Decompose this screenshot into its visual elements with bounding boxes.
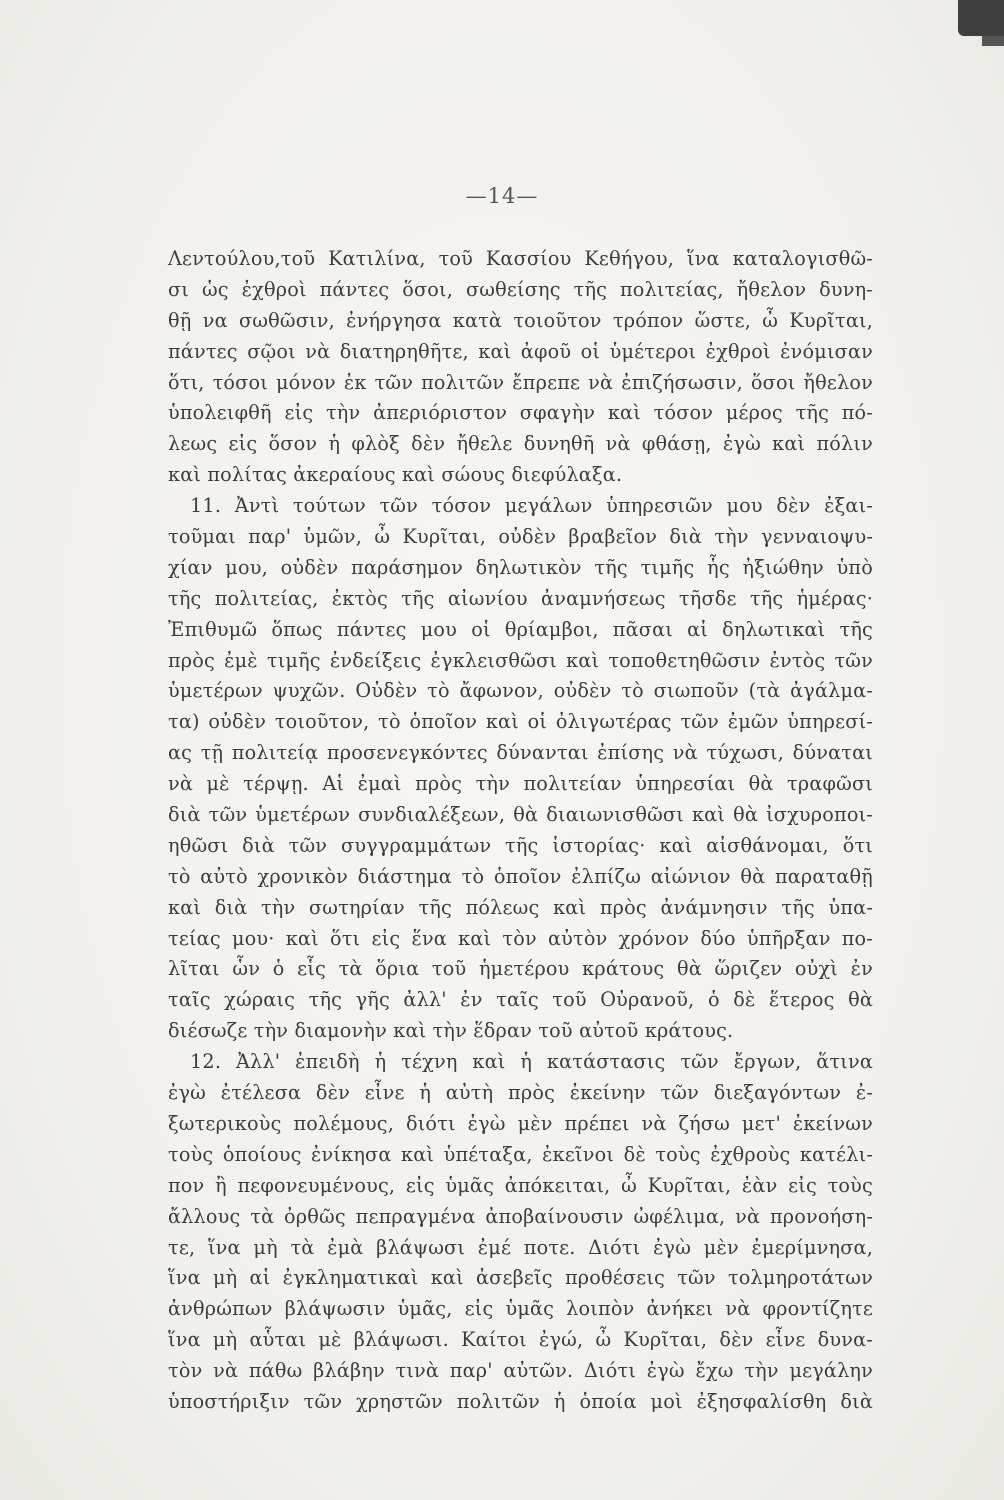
text-line: ας τῇ πολιτείᾳ προσενεγκόντες δύνανται ἐπίσης νὰ τύχωσι, δύναται [168, 741, 873, 765]
text-line: ταῖς χώραις τῆς γῆς ἀλλ' ἐν ταῖς τοῦ Οὐρανοῦ, ὁ δὲ ἕτερος θὰ [168, 988, 873, 1012]
text-line: νὰ μὲ τέρψῃ. Αἱ ἐμαὶ πρὸς τὴν πολιτείαν ὑπηρεσίαι θὰ τραφῶσι [168, 772, 873, 796]
page-number: —14— [465, 184, 539, 208]
text-line: χίαν μου, οὐδὲν παράσημον δηλωτικὸν τῆς τιμῆς ἧς ἠξιώθην ὑπὸ [168, 555, 873, 579]
text-line: ἵνα μὴ αἱ ἐγκληματικαὶ καὶ ἀσεβεῖς προθέσεις τῶν τολμηροτάτων [168, 1266, 873, 1290]
text-line: καὶ πολίτας ἀκεραίους καὶ σώους διεφύλαξα. [168, 463, 623, 487]
text-line: πάντες σῷοι νὰ διατηρηθῆτε, καὶ ἀφοῦ οἱ ὑμέτεροι ἐχθροὶ ἐνόμισαν [168, 339, 873, 363]
text-line: ἄλλους τὰ ὀρθῶς πεπραγμένα ἀποβαίνουσιν ὠφέλιμα, νὰ προνοήση- [168, 1204, 873, 1228]
text-line: σι ὡς ἐχθροὶ πάντες ὅσοι, σωθείσης τῆς πολιτείας, ἤθελον δυνη- [168, 277, 873, 301]
text-line: ὑμετέρων ψυχῶν. Οὐδὲν τὸ ἄφωνον, οὐδὲν τὸ σιωποῦν (τὰ ἀγάλμα- [168, 679, 873, 703]
text-line: Ἐπιθυμῶ ὅπως πάντες μου οἱ θρίαμβοι, πᾶσαι αἱ δηλωτικαὶ τῆς [168, 617, 873, 641]
text-line: θῇ να σωθῶσιν, ἐνήργησα κατὰ τοιοῦτον τρόπον ὥστε, ὦ Κυρῖται, [168, 308, 873, 332]
text-line: ὅτι, τόσοι μόνον ἐκ τῶν πολιτῶν ἔπρεπε νὰ ἐπιζήσωσιν, ὅσοι ἤθελον [168, 370, 873, 394]
text-line: τὸ αὐτὸ χρονικὸν διάστημα τὸ ὁποῖον ἐλπίζω αἰώνιον θὰ παραταθῇ [168, 864, 873, 888]
text-line: 11. Ἀντὶ τούτων τῶν τόσον μεγάλων ὑπηρεσιῶν μου δὲν ἐξαι- [190, 494, 873, 518]
text-line: τε, ἵνα μὴ τὰ ἐμὰ βλάψωσι ἐμέ ποτε. Διότι ἐγὼ μὲν ἐμερίμνησα, [168, 1235, 873, 1259]
text-line: διὰ τῶν ὑμετέρων συνδιαλέξεων, θὰ διαιωνισθῶσι καὶ θὰ ἰσχυροποι- [168, 803, 873, 827]
text-line: τα) οὐδὲν τοιοῦτον, τὸ ὁποῖον καὶ οἱ ὀλιγωτέρας τῶν ἐμῶν ὑπηρεσί- [168, 710, 873, 734]
text-line: λῖται ὧν ὁ εἷς τὰ ὅρια τοῦ ἡμετέρου κράτους θὰ ὥριζεν οὐχὶ ἐν [168, 957, 873, 981]
text-line: καὶ διὰ τὴν σωτηρίαν τῆς πόλεως καὶ πρὸς ἀνάμνησιν τῆς ὑπα- [168, 895, 873, 919]
text-line: ὑποστήριξιν τῶν χρηστῶν πολιτῶν ἡ ὁποία μοὶ ἐξησφαλίσθη διὰ [168, 1389, 873, 1413]
text-line: τείας μου· καὶ ὅτι εἰς ἕνα καὶ τὸν αὐτὸν χρόνον δύο ὑπῆρξαν πο- [168, 926, 873, 950]
text-line: Λεντούλου,τοῦ Κατιλίνα, τοῦ Κασσίου Κεθήγου, ἵνα καταλογισθῶ- [168, 247, 873, 270]
text-line: πον ἢ πεφονευμένους, εἰς ὑμᾶς ἀπόκειται, ὦ Κυρῖται, ἐὰν εἰς τοὺς [168, 1173, 873, 1197]
text-line: ὑπολειφθῆ εἰς τὴν ἀπεριόριστον σφαγὴν καὶ τόσον μέρος τῆς πό- [168, 401, 873, 425]
scan-corner-mark [958, 0, 1004, 36]
text-line: ἐγὼ ἐτέλεσα δὲν εἶνε ἡ αὐτὴ πρὸς ἐκείνην τῶν διεξαγόντων ἐ- [168, 1081, 873, 1105]
text-line: 12. Ἀλλ' ἐπειδὴ ἡ τέχνη καὶ ἡ κατάστασις τῶν ἔργων, ἅτινα [190, 1050, 873, 1074]
text-line: ἵνα μὴ αὗται μὲ βλάψωσι. Καίτοι ἐγώ, ὦ Κυρῖται, δὲν εἶνε δυνα- [168, 1328, 873, 1352]
text-line: τῆς πολιτείας, ἐκτὸς τῆς αἰωνίου ἀναμνήσεως τῆσδε τῆς ἡμέρας· [168, 586, 873, 610]
text-line: τοὺς ὁποίους ἐνίκησα καὶ ὑπέταξα, ἐκεῖνοι δὲ τοὺς ἐχθροὺς κατέλι- [168, 1142, 873, 1166]
body-text [168, 244, 873, 1418]
text-line: τοῦμαι παρ' ὑμῶν, ὦ Κυρῖται, οὐδὲν βραβεῖον διὰ τὴν γενναιοψυ- [168, 525, 873, 549]
text-line: ηθῶσι διὰ τῶν συγγραμμάτων τῆς ἱστορίας· καὶ αἰσθάνομαι, ὅτι [168, 833, 873, 857]
text-line: τὸν νὰ πάθω βλάβην τινὰ παρ' αὐτῶν. Διότι ἐγὼ ἔχω τὴν μεγάλην [168, 1359, 873, 1383]
text-line: ἀνθρώπων βλάψωσιν ὑμᾶς, εἰς ὑμᾶς λοιπὸν ἀνήκει νὰ φροντίζητε [168, 1297, 873, 1321]
text-line: λεως εἰς ὅσον ἡ φλὸξ δὲν ἤθελε δυνηθῆ νὰ φθάσῃ, ἐγὼ καὶ πόλιν [168, 432, 873, 456]
text-line: πρὸς ἐμὲ τιμῆς ἐνδείξεις ἐγκλεισθῶσι καὶ τοποθετηθῶσιν ἐντὸς τῶν [168, 648, 873, 672]
text-line: διέσωζε τὴν διαμονὴν καὶ τὴν ἕδραν τοῦ αὐτοῦ κράτους. [168, 1019, 734, 1043]
text-line: ξωτερικοὺς πολέμους, διότι ἐγὼ μὲν πρέπει νὰ ζήσω μετ' ἐκείνων [168, 1111, 873, 1135]
